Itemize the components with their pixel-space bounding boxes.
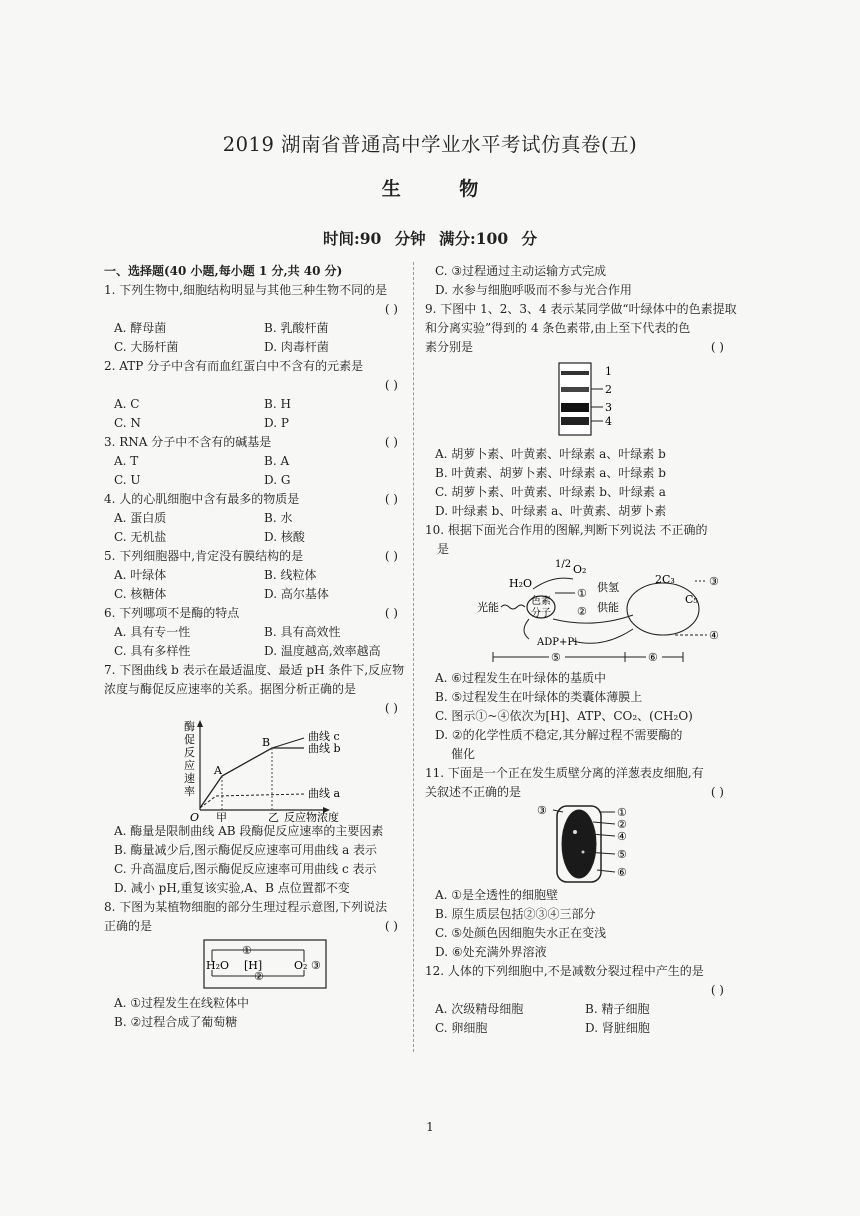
option-b: B. H bbox=[264, 397, 291, 411]
answer-blank: ( ) bbox=[384, 302, 398, 316]
column-divider bbox=[413, 262, 414, 1052]
label-2: ② bbox=[254, 970, 264, 983]
answer-blank: ( ) bbox=[384, 435, 398, 449]
label-6: ⑥ bbox=[617, 866, 627, 879]
label-4: ④ bbox=[709, 629, 719, 642]
question-stem: 1. 下列生物中,细胞结构明显与其他三种生物不同的是 bbox=[104, 283, 388, 297]
option-c: C. 图示①~④依次为[H]、ATP、CO₂、(CH₂O) bbox=[435, 709, 693, 723]
option-a: A. 具有专一性 bbox=[114, 625, 191, 639]
option-c: C. ⑤处颜色因细胞失水正在变浅 bbox=[435, 926, 607, 940]
x-tick-jia: 甲 bbox=[216, 811, 227, 822]
left-column bbox=[104, 262, 404, 1032]
time-and-score: 时间:90 分钟 满分:100 分 bbox=[322, 229, 538, 248]
answer-blank: ( ) bbox=[384, 919, 398, 933]
o2-label: O₂ bbox=[294, 959, 308, 972]
label-3: ③ bbox=[311, 959, 321, 972]
question-stem: 5. 下列细胞器中,肯定没有膜结构的是 bbox=[104, 549, 304, 563]
question-stem: 4. 人的心肌细胞中含有最多的物质是 bbox=[104, 492, 300, 506]
label-1: ① bbox=[242, 944, 252, 957]
option-c: C. U bbox=[114, 473, 141, 487]
svg-text:酶: 酶 bbox=[184, 720, 195, 733]
option-c: C. 卵细胞 bbox=[435, 1021, 488, 1035]
question-9 bbox=[425, 300, 737, 521]
option-d: D. 水参与细胞呼吸而不参与光合作用 bbox=[435, 283, 632, 297]
h-label: [H] bbox=[244, 959, 263, 972]
label-4: ④ bbox=[617, 830, 627, 843]
point-a-label: A bbox=[214, 764, 222, 777]
h2o-label: H₂O bbox=[206, 959, 230, 972]
exam-title: 2019 湖南省普通高中学业水平考试仿真卷(五) bbox=[222, 133, 638, 156]
question-stem-cont: 浓度与酶促反应速率的关系。据图分析正确的是 bbox=[104, 682, 357, 696]
band-2 bbox=[561, 387, 589, 392]
enzyme-rate-graph bbox=[104, 718, 404, 822]
curve-c bbox=[272, 738, 304, 748]
option-c: C. 升高温度后,图示酶促反应速率可用曲线 c 表示 bbox=[114, 862, 377, 876]
label-1: ① bbox=[577, 587, 587, 600]
svg-text:促: 促 bbox=[184, 733, 195, 746]
question-stem-cont: 和分离实验”得到的 4 条色素带,由上至下代表的色 bbox=[425, 321, 691, 335]
question-11 bbox=[425, 764, 730, 962]
option-b: B. 具有高效性 bbox=[264, 625, 341, 639]
band-2-label: 2 bbox=[605, 383, 612, 396]
option-d: D. 高尔基体 bbox=[264, 587, 329, 601]
question-stem: 10. 根据下面光合作用的图解,判断下列说法 不正确的 bbox=[425, 523, 708, 537]
point-b-label: B bbox=[262, 736, 271, 749]
label-2: ② bbox=[617, 818, 627, 831]
answer-blank: ( ) bbox=[710, 340, 724, 354]
section-heading: 一、选择题(40 小题,每小题 1 分,共 40 分) bbox=[104, 264, 343, 278]
label-3: ③ bbox=[537, 804, 547, 817]
question-4 bbox=[104, 490, 404, 547]
question-8 bbox=[104, 898, 404, 1032]
photosynthesis-figure bbox=[425, 559, 730, 669]
question-12 bbox=[425, 962, 730, 1038]
answer-blank: ( ) bbox=[384, 492, 398, 506]
option-b: B. 水 bbox=[264, 511, 293, 525]
svg-text:反: 反 bbox=[184, 746, 195, 759]
svg-text:率: 率 bbox=[184, 785, 195, 798]
option-d: D. 肾脏细胞 bbox=[585, 1021, 650, 1035]
question-2 bbox=[104, 357, 404, 433]
c3-label: 2C₃ bbox=[655, 573, 675, 586]
label-3: ③ bbox=[709, 575, 719, 588]
option-d: D. P bbox=[264, 416, 289, 430]
option-d: D. G bbox=[264, 473, 291, 487]
option-c: C. ③过程通过主动运输方式完成 bbox=[435, 264, 607, 278]
option-b: B. 酶量减少后,图示酶促反应速率可用曲线 a 表示 bbox=[114, 843, 378, 857]
light-label: 光能 bbox=[477, 601, 499, 614]
band-3 bbox=[561, 403, 589, 412]
option-d: D. ⑥处充满外界溶液 bbox=[435, 945, 547, 959]
enzyme-rate-figure bbox=[104, 718, 404, 822]
option-b: B. A bbox=[264, 454, 290, 468]
question-5 bbox=[104, 547, 404, 604]
question-stem-cont: 素分别是 bbox=[425, 340, 474, 354]
option-a: A. 酵母菌 bbox=[114, 321, 167, 335]
option-a: A. ①是全透性的细胞壁 bbox=[435, 888, 559, 902]
protoplast bbox=[562, 810, 596, 878]
process-diagram bbox=[104, 936, 404, 994]
x-axis-label: 反应物浓度 bbox=[284, 811, 339, 822]
question-stem: 8. 下图为某植物细胞的部分生理过程示意图,下列说法 bbox=[104, 900, 388, 914]
question-6 bbox=[104, 604, 404, 661]
curve-b-label: 曲线 b bbox=[308, 742, 341, 755]
answer-blank: ( ) bbox=[384, 549, 398, 563]
label-5: ⑤ bbox=[617, 848, 627, 861]
curve-b bbox=[200, 748, 304, 808]
option-a: A. ①过程发生在线粒体中 bbox=[114, 996, 250, 1010]
question-stem-cont: 正确的是 bbox=[104, 919, 153, 933]
svg-text:应: 应 bbox=[184, 759, 195, 772]
plasmolysis-figure bbox=[425, 802, 730, 886]
question-stem: 11. 下面是一个正在发生质壁分离的洋葱表皮细胞,有 bbox=[425, 766, 704, 780]
y-axis-label bbox=[184, 719, 195, 798]
svg-text:速: 速 bbox=[184, 772, 195, 785]
option-d: D. ②的化学性质不稳定,其分解过程不需要酶的 bbox=[435, 728, 683, 742]
option-d-cont: 催化 bbox=[451, 747, 476, 761]
calvin-cycle bbox=[627, 583, 699, 635]
option-c: C. N bbox=[114, 416, 141, 430]
band-4 bbox=[561, 417, 589, 425]
option-b: B. 线粒体 bbox=[264, 568, 317, 582]
option-a: A. C bbox=[114, 397, 140, 411]
question-10 bbox=[425, 521, 730, 764]
question-stem-cont: 关叙述不正确的是 bbox=[425, 785, 522, 799]
origin-label: O bbox=[190, 811, 200, 822]
label-2: ② bbox=[577, 605, 587, 618]
pigment-label-1: 色素 bbox=[531, 596, 551, 607]
option-b: B. ②过程合成了葡萄糖 bbox=[114, 1015, 238, 1029]
curve-a-label: 曲线 a bbox=[308, 787, 341, 800]
answer-blank: ( ) bbox=[710, 785, 724, 799]
band-4-label: 4 bbox=[605, 415, 612, 428]
supply-energy-label: 供能 bbox=[597, 601, 619, 614]
band-3-label: 3 bbox=[605, 401, 612, 414]
pigment-label-2: 分子 bbox=[531, 608, 551, 619]
option-a: A. ⑥过程发生在叶绿体的基质中 bbox=[435, 671, 607, 685]
page-number: 1 bbox=[426, 1120, 434, 1134]
option-d: D. 减小 pH,重复该实验,A、B 点位置都不变 bbox=[114, 881, 350, 895]
question-1 bbox=[104, 281, 404, 357]
option-b: B. 精子细胞 bbox=[585, 1002, 650, 1016]
answer-blank: ( ) bbox=[384, 606, 398, 620]
option-c: C. 无机盐 bbox=[114, 530, 167, 544]
half-label: 1/2 bbox=[555, 559, 572, 570]
onion-cell-diagram bbox=[425, 802, 730, 886]
option-c: C. 大肠杆菌 bbox=[114, 340, 179, 354]
chromatography-strip bbox=[425, 357, 730, 445]
answer-blank: ( ) bbox=[710, 983, 724, 997]
option-a: A. 蛋白质 bbox=[114, 511, 167, 525]
option-c: C. 胡萝卜素、叶黄素、叶绿素 b、叶绿素 a bbox=[435, 485, 666, 499]
option-a: A. 叶绿体 bbox=[114, 568, 167, 582]
option-b: B. ⑤过程发生在叶绿体的类囊体薄膜上 bbox=[435, 690, 643, 704]
option-c: C. 具有多样性 bbox=[114, 644, 191, 658]
option-d: D. 核酸 bbox=[264, 530, 305, 544]
question-stem: 3. RNA 分子中不含有的碱基是 bbox=[104, 435, 272, 449]
o2-label: O₂ bbox=[573, 563, 587, 576]
option-d: D. 叶绿素 b、叶绿素 a、叶黄素、胡萝卜素 bbox=[435, 504, 667, 518]
adp-label: ADP+Pi bbox=[537, 637, 578, 648]
question-stem: 6. 下列哪项不是酶的特点 bbox=[104, 606, 240, 620]
label-5: ⑤ bbox=[551, 651, 561, 664]
label-6: ⑥ bbox=[648, 651, 658, 664]
option-d: D. 温度越高,效率越高 bbox=[264, 644, 381, 658]
supply-h-label: 供氢 bbox=[597, 581, 619, 594]
h2o-label: H₂O bbox=[509, 577, 533, 590]
option-a: A. 胡萝卜素、叶黄素、叶绿素 a、叶绿素 b bbox=[435, 447, 666, 461]
question-stem-cont: 是 bbox=[437, 542, 450, 556]
question-stem: 12. 人体的下列细胞中,不是减数分裂过程中产生的是 bbox=[425, 964, 704, 978]
plant-cell-process-figure bbox=[104, 936, 404, 994]
right-column bbox=[425, 262, 737, 1038]
answer-blank: ( ) bbox=[384, 701, 398, 715]
option-a: A. 次级精母细胞 bbox=[435, 1002, 524, 1016]
answer-blank: ( ) bbox=[384, 378, 398, 392]
question-stem: 9. 下图中 1、2、3、4 表示某同学做“叶绿体中的色素提取 bbox=[425, 302, 737, 316]
option-d: D. 肉毒杆菌 bbox=[264, 340, 329, 354]
option-b: B. 乳酸杆菌 bbox=[264, 321, 329, 335]
band-1 bbox=[561, 371, 589, 375]
option-b: B. 原生质层包括②③④三部分 bbox=[435, 907, 596, 921]
pigment-bands-figure bbox=[425, 357, 730, 445]
c5-label: C₅ bbox=[685, 593, 698, 606]
band-1-label: 1 bbox=[605, 365, 612, 378]
option-a: A. 酶量是限制曲线 AB 段酶促反应速率的主要因素 bbox=[114, 824, 384, 838]
question-stem: 2. ATP 分子中含有而血红蛋白中不含有的元素是 bbox=[104, 359, 364, 373]
option-b: B. 叶黄素、胡萝卜素、叶绿素 a、叶绿素 b bbox=[435, 466, 666, 480]
question-7 bbox=[104, 661, 404, 898]
curve-c-label: 曲线 c bbox=[308, 730, 340, 743]
subject-title: 生 物 bbox=[381, 178, 505, 200]
label-1: ① bbox=[617, 806, 627, 819]
option-c: C. 核糖体 bbox=[114, 587, 167, 601]
photosynthesis-diagram bbox=[425, 559, 730, 669]
question-stem: 7. 下图曲线 b 表示在最适温度、最适 pH 条件下,反应物 bbox=[104, 663, 405, 677]
curve-a bbox=[200, 794, 304, 808]
question-3 bbox=[104, 433, 404, 490]
x-tick-yi: 乙 bbox=[268, 811, 279, 822]
option-a: A. T bbox=[114, 454, 139, 468]
